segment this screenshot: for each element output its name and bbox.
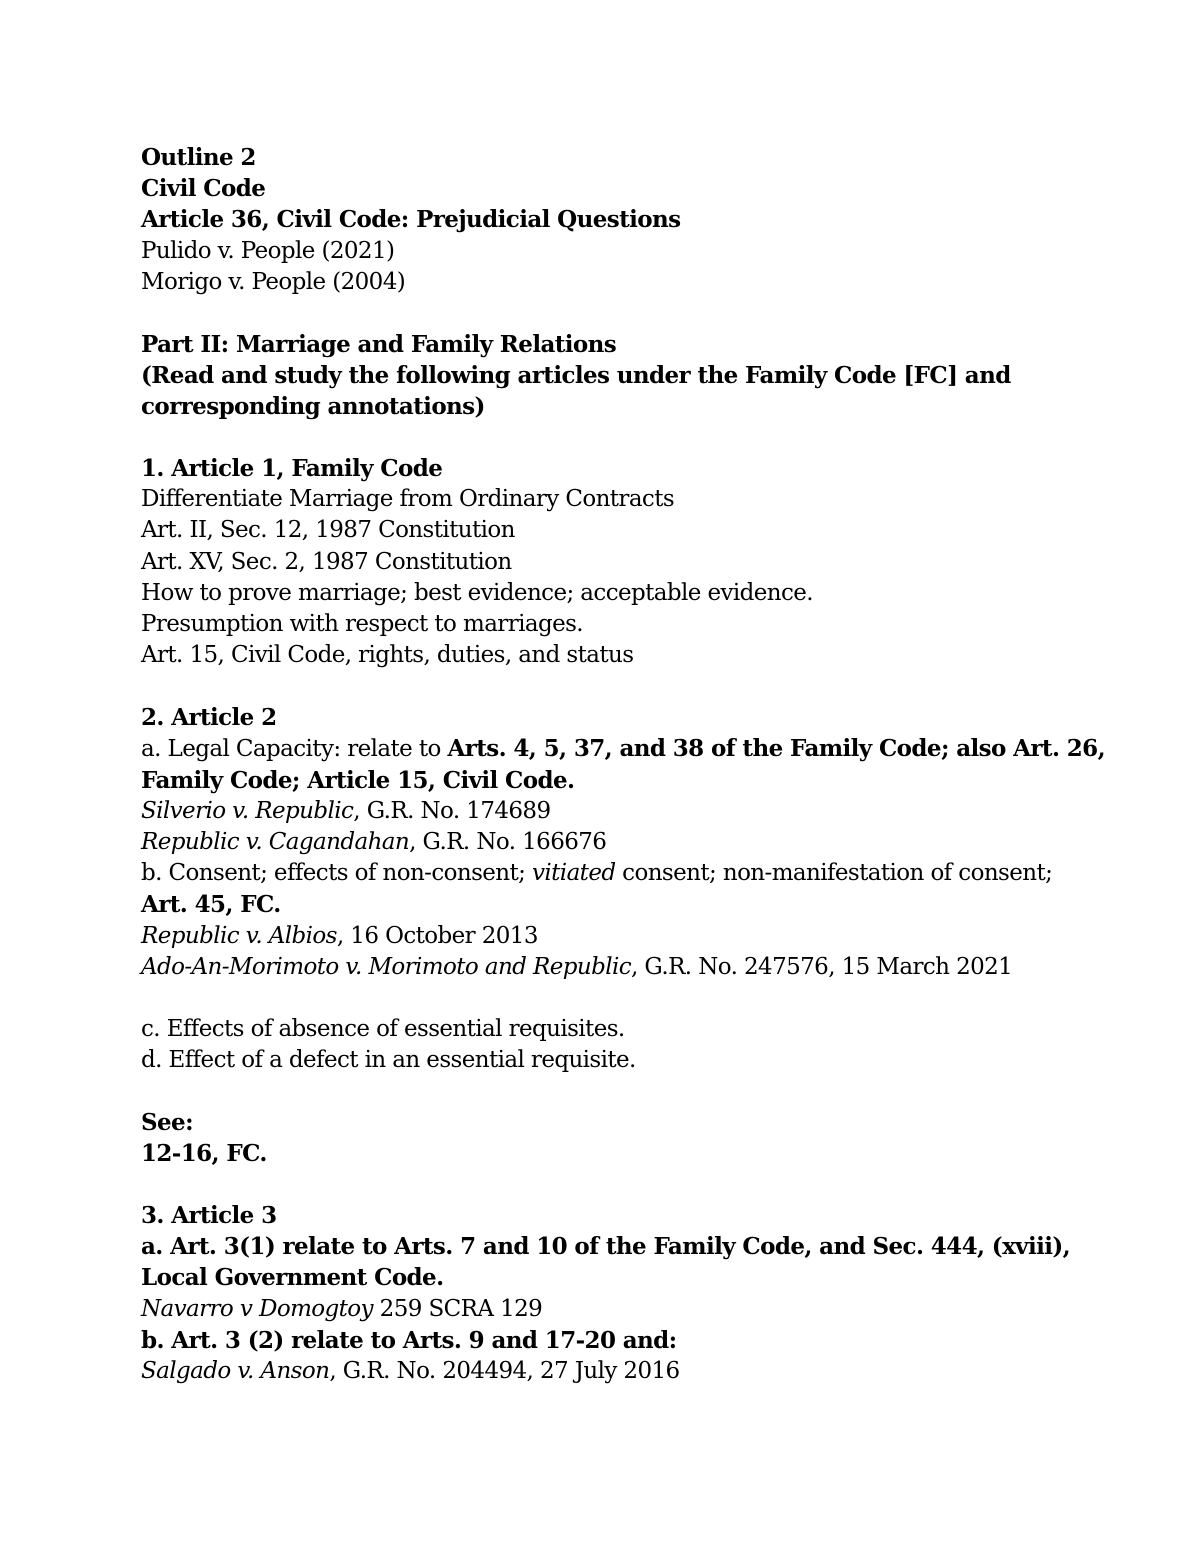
case-citation — [141, 952, 1151, 983]
spacer — [141, 1169, 1151, 1200]
item-text: b. Consent; effects of non-consent; — [141, 860, 533, 887]
case-citation — [141, 921, 1151, 952]
case-citation — [141, 1294, 1151, 1325]
item-text: consent; non-manifestation of consent; — [615, 860, 1053, 887]
part-instruction: (Read and study the following articles under the Family Code [FC] and — [141, 361, 1011, 389]
section-title: 1. Article 1, Family Code — [141, 455, 443, 483]
case-name: Salgado v. Anson — [141, 1357, 330, 1384]
list-item: d. Effect of a defect in an essential requisite. — [141, 1046, 636, 1073]
see-label: See: — [141, 1108, 193, 1136]
case-cite: , G.R. No. 247576, 15 March 2021 — [631, 953, 1013, 980]
list-item: How to prove marriage; best evidence; acceptable evidence. — [141, 579, 813, 606]
item-marker: a. — [141, 1233, 171, 1261]
item-continuation: Family Code; Article 15, Civil Code. — [141, 766, 575, 794]
part-instruction: corresponding annotations) — [141, 393, 485, 421]
case-name: Navarro v Domogtoy — [141, 1295, 373, 1322]
item-continuation: Art. 45, FC. — [141, 891, 281, 919]
case-name: Ado-An-Morimoto v. Morimoto and Republic — [141, 953, 631, 980]
case-citation — [141, 1356, 1151, 1387]
case-name: Republic v. Cagandahan — [141, 828, 410, 855]
case-cite: , G.R. No. 204494, 27 July 2016 — [329, 1357, 680, 1384]
list-item: Art. XV, Sec. 2, 1987 Constitution — [141, 548, 512, 575]
part-title: Part II: Marriage and Family Relations — [141, 330, 617, 358]
case-name: Silverio v. Republic — [141, 797, 354, 824]
section-title: 2. Article 2 — [141, 704, 277, 732]
section-title: 3. Article 3 — [141, 1202, 277, 1230]
spacer — [141, 671, 1151, 702]
list-item: c. Effects of absence of essential requisites. — [141, 1015, 625, 1042]
list-item — [141, 1231, 1151, 1262]
item-italic-text: vitiated — [532, 860, 616, 887]
item-bold-text: Arts. 4, 5, 37, and 38 of the Family Code; also Art. 26, — [447, 735, 1105, 763]
subject-heading: Civil Code — [141, 175, 266, 203]
case-cite: 259 SCRA 129 — [372, 1295, 543, 1322]
list-item — [141, 858, 1151, 889]
item-bold-text: Art. 3 (2) relate to Arts. 9 and 17-20 and: — [171, 1326, 677, 1354]
topic-heading: Article 36, Civil Code: Prejudicial Questions — [141, 206, 681, 234]
case-citation: Morigo v. People (2004) — [141, 268, 406, 295]
case-cite: , 16 October 2013 — [336, 922, 538, 949]
list-item: Art. 15, Civil Code, rights, duties, and status — [141, 642, 634, 669]
spacer — [141, 983, 1151, 1014]
list-item: Art. II, Sec. 12, 1987 Constitution — [141, 517, 515, 544]
item-marker: b. — [141, 1326, 172, 1354]
spacer — [141, 298, 1151, 329]
spacer — [141, 422, 1151, 453]
case-citation: Pulido v. People (2021) — [141, 237, 395, 264]
see-reference: 12-16, FC. — [141, 1140, 267, 1168]
case-name: Republic v. Albios — [141, 922, 337, 949]
spacer — [141, 1076, 1151, 1107]
outline-title: Outline 2 — [141, 144, 256, 171]
list-item — [141, 1325, 1151, 1356]
document-body — [141, 142, 1151, 1387]
case-cite: , G.R. No. 174689 — [353, 797, 551, 824]
case-citation — [141, 796, 1151, 827]
case-cite: , G.R. No. 166676 — [409, 828, 607, 855]
item-text: a. Legal Capacity: relate to — [141, 736, 448, 763]
list-item — [141, 733, 1151, 764]
item-continuation: Local Government Code. — [141, 1264, 444, 1292]
case-citation — [141, 827, 1151, 858]
item-bold-text: Art. 3(1) relate to Arts. 7 and 10 of the Family Code, and Sec. 444, (xviii), — [170, 1233, 1071, 1261]
list-item: Differentiate Marriage from Ordinary Contracts — [141, 486, 675, 513]
list-item: Presumption with respect to marriages. — [141, 611, 584, 638]
